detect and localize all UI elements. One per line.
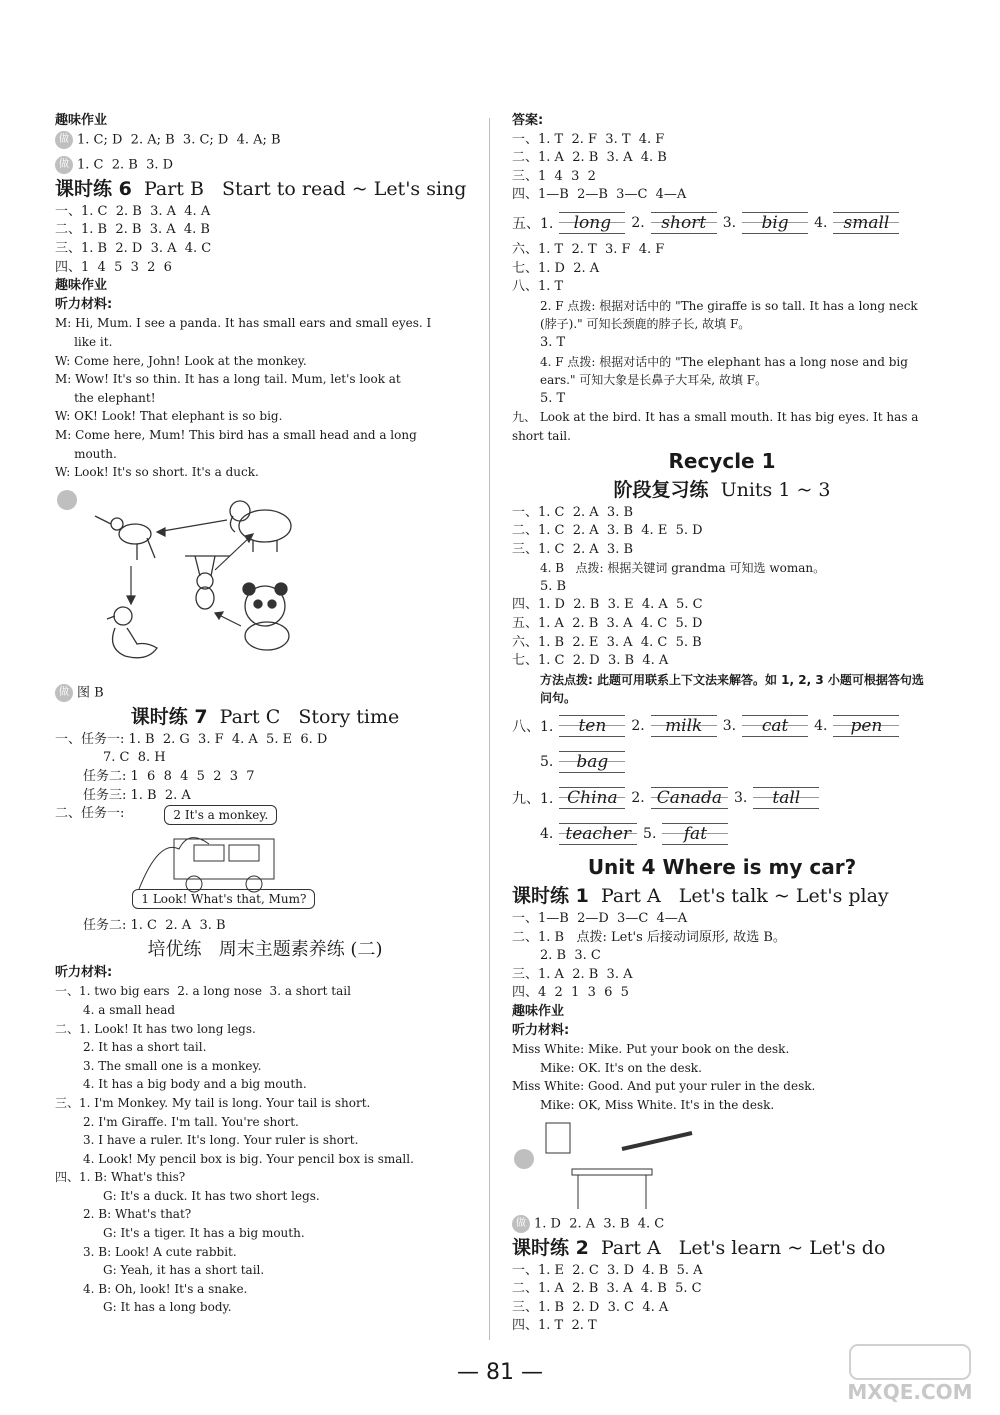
answer-line: 三、1 4 3 2 [512, 168, 596, 184]
answer-line: 九、 Look at the bird. It has a small mouth. It has big eyes. It has a short tail. [512, 410, 919, 443]
dialog-line: Mike: OK. It's on the desk. [540, 1060, 702, 1075]
lesson-2-title [512, 1234, 932, 1262]
dialog-line: the elephant! [55, 390, 156, 405]
hint-line: 4. B 点拨: 根据关键词 grandma 可知选 woman。 [540, 561, 826, 576]
handwritten-word: teacher [559, 823, 637, 845]
listening-material-heading: 听力材料: [512, 1022, 570, 1038]
lesson-label: 课时练 1 [512, 885, 589, 908]
dialog-line: like it. [55, 334, 113, 349]
answer-line: 任务三: 1. B 2. A [83, 787, 191, 803]
answer-line: 四、1—B 2—B 3—C 4—A [512, 187, 687, 203]
handwriting-row [512, 708, 932, 744]
speech-bubble-2: 2 It's a monkey. [164, 805, 277, 825]
script-line: 4. a small head [83, 1002, 176, 1017]
answer-text: 1. D 2. A 3. B 4. C [534, 1216, 665, 1232]
monkey-drawing [185, 556, 230, 609]
do-icon: 做 [55, 156, 73, 174]
answer-line: 五、1. A 2. B 3. A 4. C 5. D [512, 616, 703, 632]
script-line: 三、1. I'm Monkey. My tail is long. Your tail is short. [55, 1095, 371, 1110]
lesson-label: 课时练 7 [130, 705, 208, 728]
dialog-line: mouth. [55, 446, 117, 461]
answer-text: 1. C; D 2. A; B 3. C; D 4. A; B [77, 132, 281, 148]
answer-line: 三、1. C 2. A 3. B [512, 541, 634, 557]
listen-icon [514, 1149, 534, 1169]
answer-line: 一、1. C 2. B 3. A 4. A [55, 203, 211, 219]
animal-map-drawing [55, 486, 315, 676]
script-line: 四、1. B: What's this? [55, 1170, 186, 1185]
weekend-practice-title: 培优练 周末主题素养练 (二) [147, 938, 383, 960]
listening-material-heading: 听力材料: [55, 296, 113, 312]
script-line: G: Yeah, it has a short tail. [103, 1263, 265, 1278]
row-label: 八、1. [512, 719, 554, 736]
script-line: 二、1. Look! It has two long legs. [55, 1021, 256, 1036]
answer-line [55, 156, 475, 175]
script-line: 4. It has a big body and a big mouth. [83, 1077, 307, 1092]
column-divider [489, 118, 490, 1340]
speech-bubble-1: 1 Look! What's that, Mum? [132, 889, 315, 909]
script-line: 3. The small one is a monkey. [83, 1058, 262, 1073]
right-column [512, 112, 932, 1336]
answer-line: 二、1. B 点拨: Let's 后接动词原形, 故选 B。 [512, 929, 786, 945]
story-picture [124, 805, 364, 911]
dialog-line: Miss White: Good. And put your ruler in the desk. [512, 1079, 816, 1094]
story-picture-row [55, 805, 475, 911]
watermark-text: MXQE.COM [847, 1380, 973, 1404]
handwritten-word: tall [753, 787, 819, 809]
script-line: 3. B: Look! A cute rabbit. [83, 1244, 237, 1259]
hint-line: 4. F 点拨: 根据对话中的 "The elephant has a long nose and big ears." 可知大象是长鼻子大耳朵, 故填 F。 [540, 354, 908, 388]
do-icon: 做 [55, 684, 73, 702]
review-label: 阶段复习练 [613, 478, 709, 501]
handwritten-word: big [742, 212, 808, 234]
elephant-drawing [230, 501, 291, 552]
script-line: 4. Look! My pencil box is big. Your pencil box is small. [83, 1151, 414, 1166]
handwritten-word: short [651, 212, 717, 234]
item-number: 2. [631, 790, 645, 807]
review-title [512, 476, 932, 504]
item-number: 3. [733, 790, 748, 807]
answer-line: 二、任务一: [55, 806, 125, 822]
answer-line: 一、1. E 2. C 3. D 4. B 5. A [512, 1262, 703, 1278]
item-number: 2. [631, 214, 645, 231]
site-watermark [830, 1341, 990, 1407]
handwritten-word: China [559, 787, 625, 809]
lesson-subtitle: Part C Story time [219, 705, 400, 728]
item-number: 4. [540, 826, 554, 843]
lesson-label: 课时练 2 [512, 1236, 589, 1259]
review-subtitle: Units 1 ~ 3 [720, 478, 831, 501]
handwritten-word: milk [651, 715, 717, 737]
answer-line: 5. T [540, 390, 566, 406]
answer-line: 二、1. C 2. A 3. B 4. E 5. D [512, 523, 703, 539]
answer-text: 1. C 2. B 3. D [77, 157, 174, 173]
item-number: 4. [814, 214, 828, 231]
answer-line: 七、1. C 2. D 3. B 4. A [512, 653, 669, 669]
script-line: G: It's a duck. It has two short legs. [103, 1188, 320, 1203]
fun-homework-heading: 趣味作业 [55, 278, 108, 294]
handwritten-word: bag [559, 751, 625, 773]
item-number: 5. [540, 754, 554, 771]
dialog-line: M: Wow! It's so thin. It has a long tail. Mum, let's look at [55, 372, 401, 387]
answer-line: 六、1. T 2. T 3. F 4. F [512, 241, 665, 257]
handwritten-word: fat [662, 823, 728, 845]
handwriting-row [512, 780, 932, 816]
answer-line: 三、1. B 2. D 3. A 4. C [55, 240, 212, 256]
method-hint: 方法点拨: 此题可用联系上下文法来解答。如 1, 2, 3 小题可根据答句选问句。 [540, 672, 924, 706]
answer-line: 四、4 2 1 3 6 5 [512, 985, 629, 1001]
answer-line: 任务二: 1. C 2. A 3. B [83, 918, 226, 934]
answer-line: 一、1—B 2—D 3—C 4—A [512, 911, 688, 927]
left-column [55, 112, 475, 1317]
row-label: 五、1. [512, 215, 554, 232]
listening-material-heading: 听力材料: [55, 964, 113, 980]
lesson-subtitle: Part B Start to read ~ Let's sing [143, 177, 467, 200]
figure-label-line [55, 684, 475, 703]
answer-line: 5. B [540, 578, 567, 594]
handwriting-row [512, 205, 932, 241]
dialog-line: Mike: OK, Miss White. It's in the desk. [540, 1097, 775, 1112]
dialog-line: Miss White: Mike. Put your book on the desk. [512, 1042, 790, 1057]
lesson-7-title [55, 703, 475, 731]
answer-line: 7. C 8. H [103, 750, 166, 766]
desk-illustration [512, 1119, 932, 1211]
handwriting-row [512, 816, 932, 852]
figure-label: 图 B [77, 685, 104, 701]
answer-line: 三、1. B 2. D 3. C 4. A [512, 1299, 669, 1315]
script-line: G: It's a tiger. It has a big mouth. [103, 1226, 305, 1241]
panda-drawing [243, 583, 289, 650]
answer-line: 三、1. A 2. B 3. A [512, 966, 633, 982]
duck-drawing [107, 607, 157, 658]
answer-line: 六、1. B 2. E 3. A 4. C 5. B [512, 634, 702, 650]
lesson-6-title [55, 175, 475, 203]
handwritten-word: ten [559, 715, 625, 737]
handwritten-word: Canada [651, 787, 728, 809]
answer-line: 3. T [540, 334, 566, 350]
answer-line: 二、1. B 2. B 3. A 4. B [55, 222, 210, 238]
dialog-line: W: OK! Look! That elephant is so big. [55, 409, 283, 424]
item-number: 2. [631, 718, 645, 735]
answer-line: 任务二: 1 6 8 4 5 2 3 7 [83, 768, 255, 784]
do-icon: 做 [512, 1215, 530, 1233]
arrow-lines [127, 520, 253, 626]
script-line: G: It has a long body. [103, 1300, 232, 1315]
answer-line [512, 1215, 932, 1234]
answer-line: 七、1. D 2. A [512, 260, 600, 276]
answers-heading: 答案: [512, 113, 544, 128]
answer-line: 一、任务一: 1. B 2. G 3. F 4. A 5. E 6. D [55, 731, 328, 747]
fun-homework-heading: 趣味作业 [55, 113, 108, 128]
answer-line: 四、1. T 2. T [512, 1318, 597, 1334]
item-number: 4. [814, 718, 828, 735]
dialog-line: M: Hi, Mum. I see a panda. It has small ears and small eyes. I [55, 316, 432, 331]
handwriting-row [512, 744, 932, 780]
animal-illustration [55, 486, 475, 680]
unit-4-title: Unit 4 Where is my car? [587, 855, 857, 880]
dialog-line: M: Come here, Mum! This bird has a small head and a long [55, 427, 417, 442]
answer-line: 二、1. A 2. B 3. A 4. B [512, 150, 667, 166]
bird-drawing [95, 516, 155, 560]
page-number: — 81 — [457, 1360, 543, 1385]
answer-line [55, 131, 475, 150]
lesson-1-title [512, 882, 932, 910]
desk-drawing [512, 1119, 712, 1211]
answer-line: 八、1. T [512, 279, 564, 295]
dialog-line: W: Look! It's so short. It's a duck. [55, 465, 259, 480]
script-line: 一、1. two big ears 2. a long nose 3. a short tail [55, 984, 351, 999]
answer-line: 2. B 3. C [540, 948, 601, 964]
item-number: 5. [643, 826, 657, 843]
dialog-line: W: Come here, John! Look at the monkey. [55, 353, 307, 368]
handwritten-word: pen [833, 715, 899, 737]
handwritten-word: cat [742, 715, 808, 737]
recycle-title: Recycle 1 [668, 448, 776, 473]
answer-line: 四、1 4 5 3 2 6 [55, 259, 172, 275]
row-label: 九、1. [512, 791, 554, 808]
script-line: 2. I'm Giraffe. I'm tall. You're short. [83, 1114, 299, 1129]
answer-line: 四、1. D 2. B 3. E 4. A 5. C [512, 597, 703, 613]
fun-homework-heading: 趣味作业 [512, 1004, 565, 1019]
lesson-subtitle: Part A Let's talk ~ Let's play [600, 885, 889, 908]
do-icon: 做 [55, 131, 73, 149]
item-number: 3. [722, 214, 737, 231]
script-line: 2. It has a short tail. [83, 1040, 207, 1055]
handwritten-word: long [559, 212, 625, 234]
handwritten-word: small [833, 212, 899, 234]
hint-line: 2. F 点拨: 根据对话中的 "The giraffe is so tall. It has a long neck (脖子)." 可知长颈鹿的脖子长, 故填 F。 [540, 298, 918, 332]
script-line: 2. B: What's that? [83, 1207, 192, 1222]
lesson-subtitle: Part A Let's learn ~ Let's do [600, 1236, 886, 1259]
lesson-label: 课时练 6 [55, 177, 132, 200]
answer-line: 一、1. C 2. A 3. B [512, 504, 634, 520]
item-number: 3. [722, 718, 737, 735]
answer-line: 一、1. T 2. F 3. T 4. F [512, 131, 665, 147]
listen-icon [57, 490, 77, 510]
answer-line: 二、1. A 2. B 3. A 4. B 5. C [512, 1281, 702, 1297]
script-line: 3. I have a ruler. It's long. Your ruler is short. [83, 1133, 359, 1148]
script-line: 4. B: Oh, look! It's a snake. [83, 1281, 248, 1296]
